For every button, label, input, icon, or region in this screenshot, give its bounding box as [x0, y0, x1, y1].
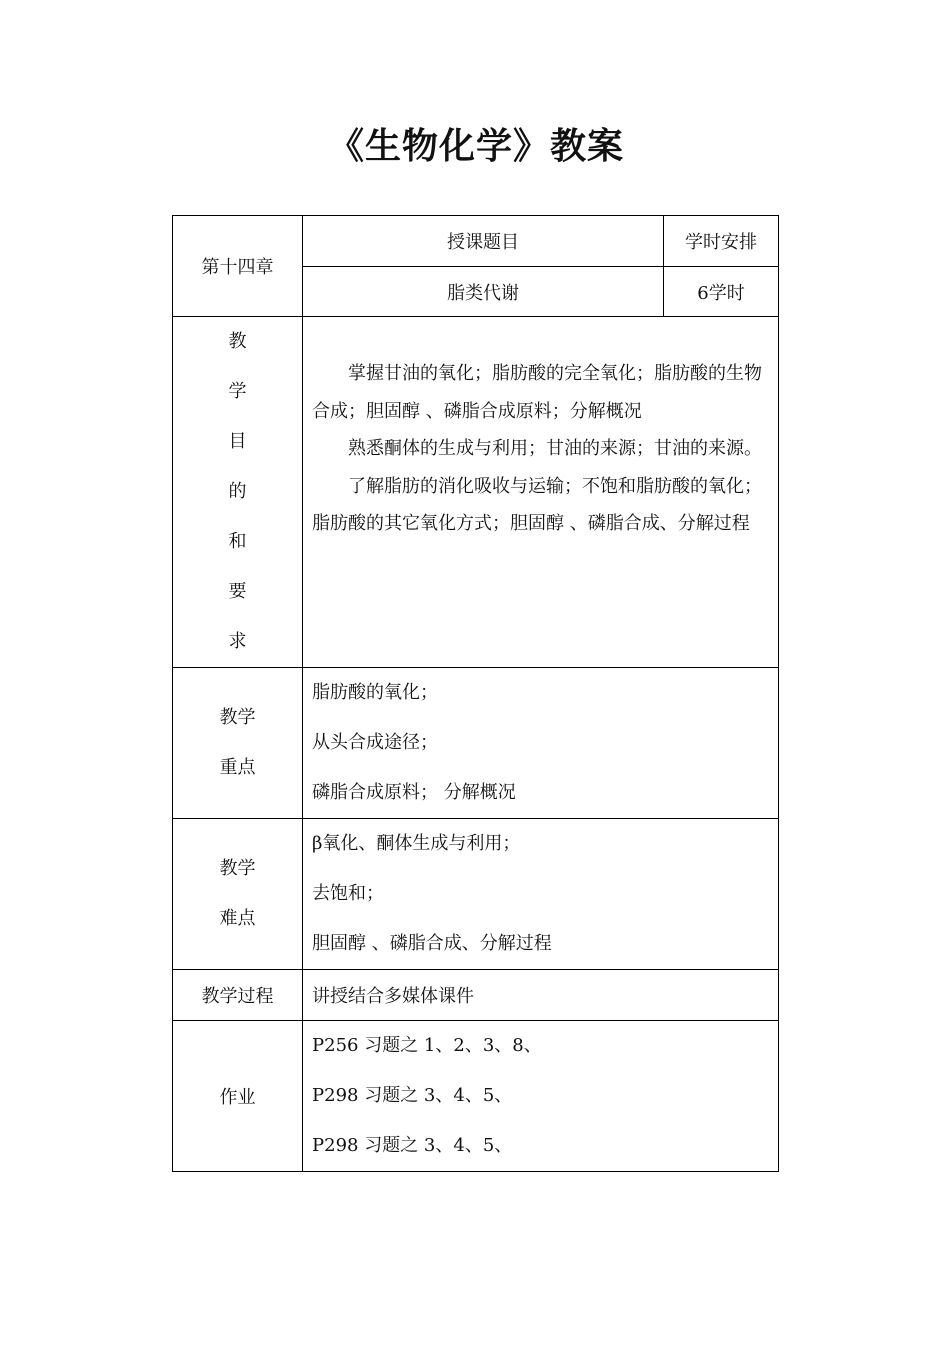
objectives-label-char: 和	[228, 531, 247, 552]
difficulties-label	[173, 844, 302, 944]
difficulty-item: 胆固醇 、磷脂合成、分解过程	[312, 933, 552, 954]
homework-item: P298 习题之 3、4、5、	[312, 1135, 513, 1156]
hours-value-cell: 6学时	[664, 267, 779, 317]
key-points-label-line: 重点	[219, 757, 256, 778]
difficulties-label-line: 难点	[219, 908, 256, 929]
objectives-label	[173, 317, 302, 667]
homework-row	[173, 1021, 779, 1172]
key-points-row	[173, 668, 779, 819]
difficulties-content-cell	[303, 819, 779, 970]
key-point-item: 磷脂合成原料； 分解概况	[312, 782, 516, 803]
topic-label-cell: 授课题目	[303, 216, 664, 267]
homework-content-cell	[303, 1021, 779, 1172]
homework-item: P256 习题之 1、2、3、8、	[312, 1035, 542, 1056]
difficulties-label-line: 教学	[219, 858, 256, 879]
homework-item: P298 习题之 3、4、5、	[312, 1085, 513, 1106]
process-label-cell: 教学过程	[173, 970, 303, 1021]
objectives-label-char: 的	[228, 481, 247, 502]
difficulty-item: 去饱和；	[312, 883, 384, 904]
difficulty-item: β氧化、酮体生成与利用；	[312, 833, 521, 854]
lesson-plan-table	[172, 215, 779, 1172]
process-row	[173, 970, 779, 1021]
key-points-label-cell	[173, 668, 303, 819]
objectives-paragraph: 了解脂肪的消化吸收与运输；不饱和脂肪酸的氧化；脂肪酸的其它氧化方式；胆固醇 、磷脂合成、分解过程	[312, 475, 762, 534]
objectives-content-cell	[303, 317, 779, 668]
difficulties-label-cell	[173, 819, 303, 970]
header-row-1	[173, 216, 779, 267]
chapter-cell: 第十四章	[173, 216, 303, 317]
document-title: 《生物化学》教案	[327, 125, 624, 167]
key-points-label-line: 教学	[219, 707, 256, 728]
objectives-label-char: 目	[228, 431, 247, 452]
objectives-paragraph: 掌握甘油的氧化；脂肪酸的完全氧化；脂肪酸的生物合成；胆固醇 、磷脂合成原料；分解概况	[312, 363, 762, 422]
key-points-content-cell	[303, 668, 779, 819]
objectives-label-char: 求	[228, 631, 247, 652]
topic-value-cell: 脂类代谢	[303, 267, 664, 317]
process-value-cell: 讲授结合多媒体课件	[303, 970, 779, 1021]
objectives-label-char: 要	[228, 581, 247, 602]
key-point-item: 从头合成途径；	[312, 732, 438, 753]
key-points-label	[173, 693, 302, 793]
key-point-item: 脂肪酸的氧化；	[312, 682, 438, 703]
objectives-label-char: 教	[228, 331, 247, 352]
objectives-label-char: 学	[228, 381, 247, 402]
objectives-label-cell	[173, 317, 303, 668]
homework-label-cell: 作业	[173, 1021, 303, 1172]
objectives-row	[173, 317, 779, 668]
difficulties-row	[173, 819, 779, 970]
objectives-paragraph: 熟悉酮体的生成与利用；甘油的来源；甘油的来源。	[348, 438, 762, 459]
hours-label-cell: 学时安排	[664, 216, 779, 267]
